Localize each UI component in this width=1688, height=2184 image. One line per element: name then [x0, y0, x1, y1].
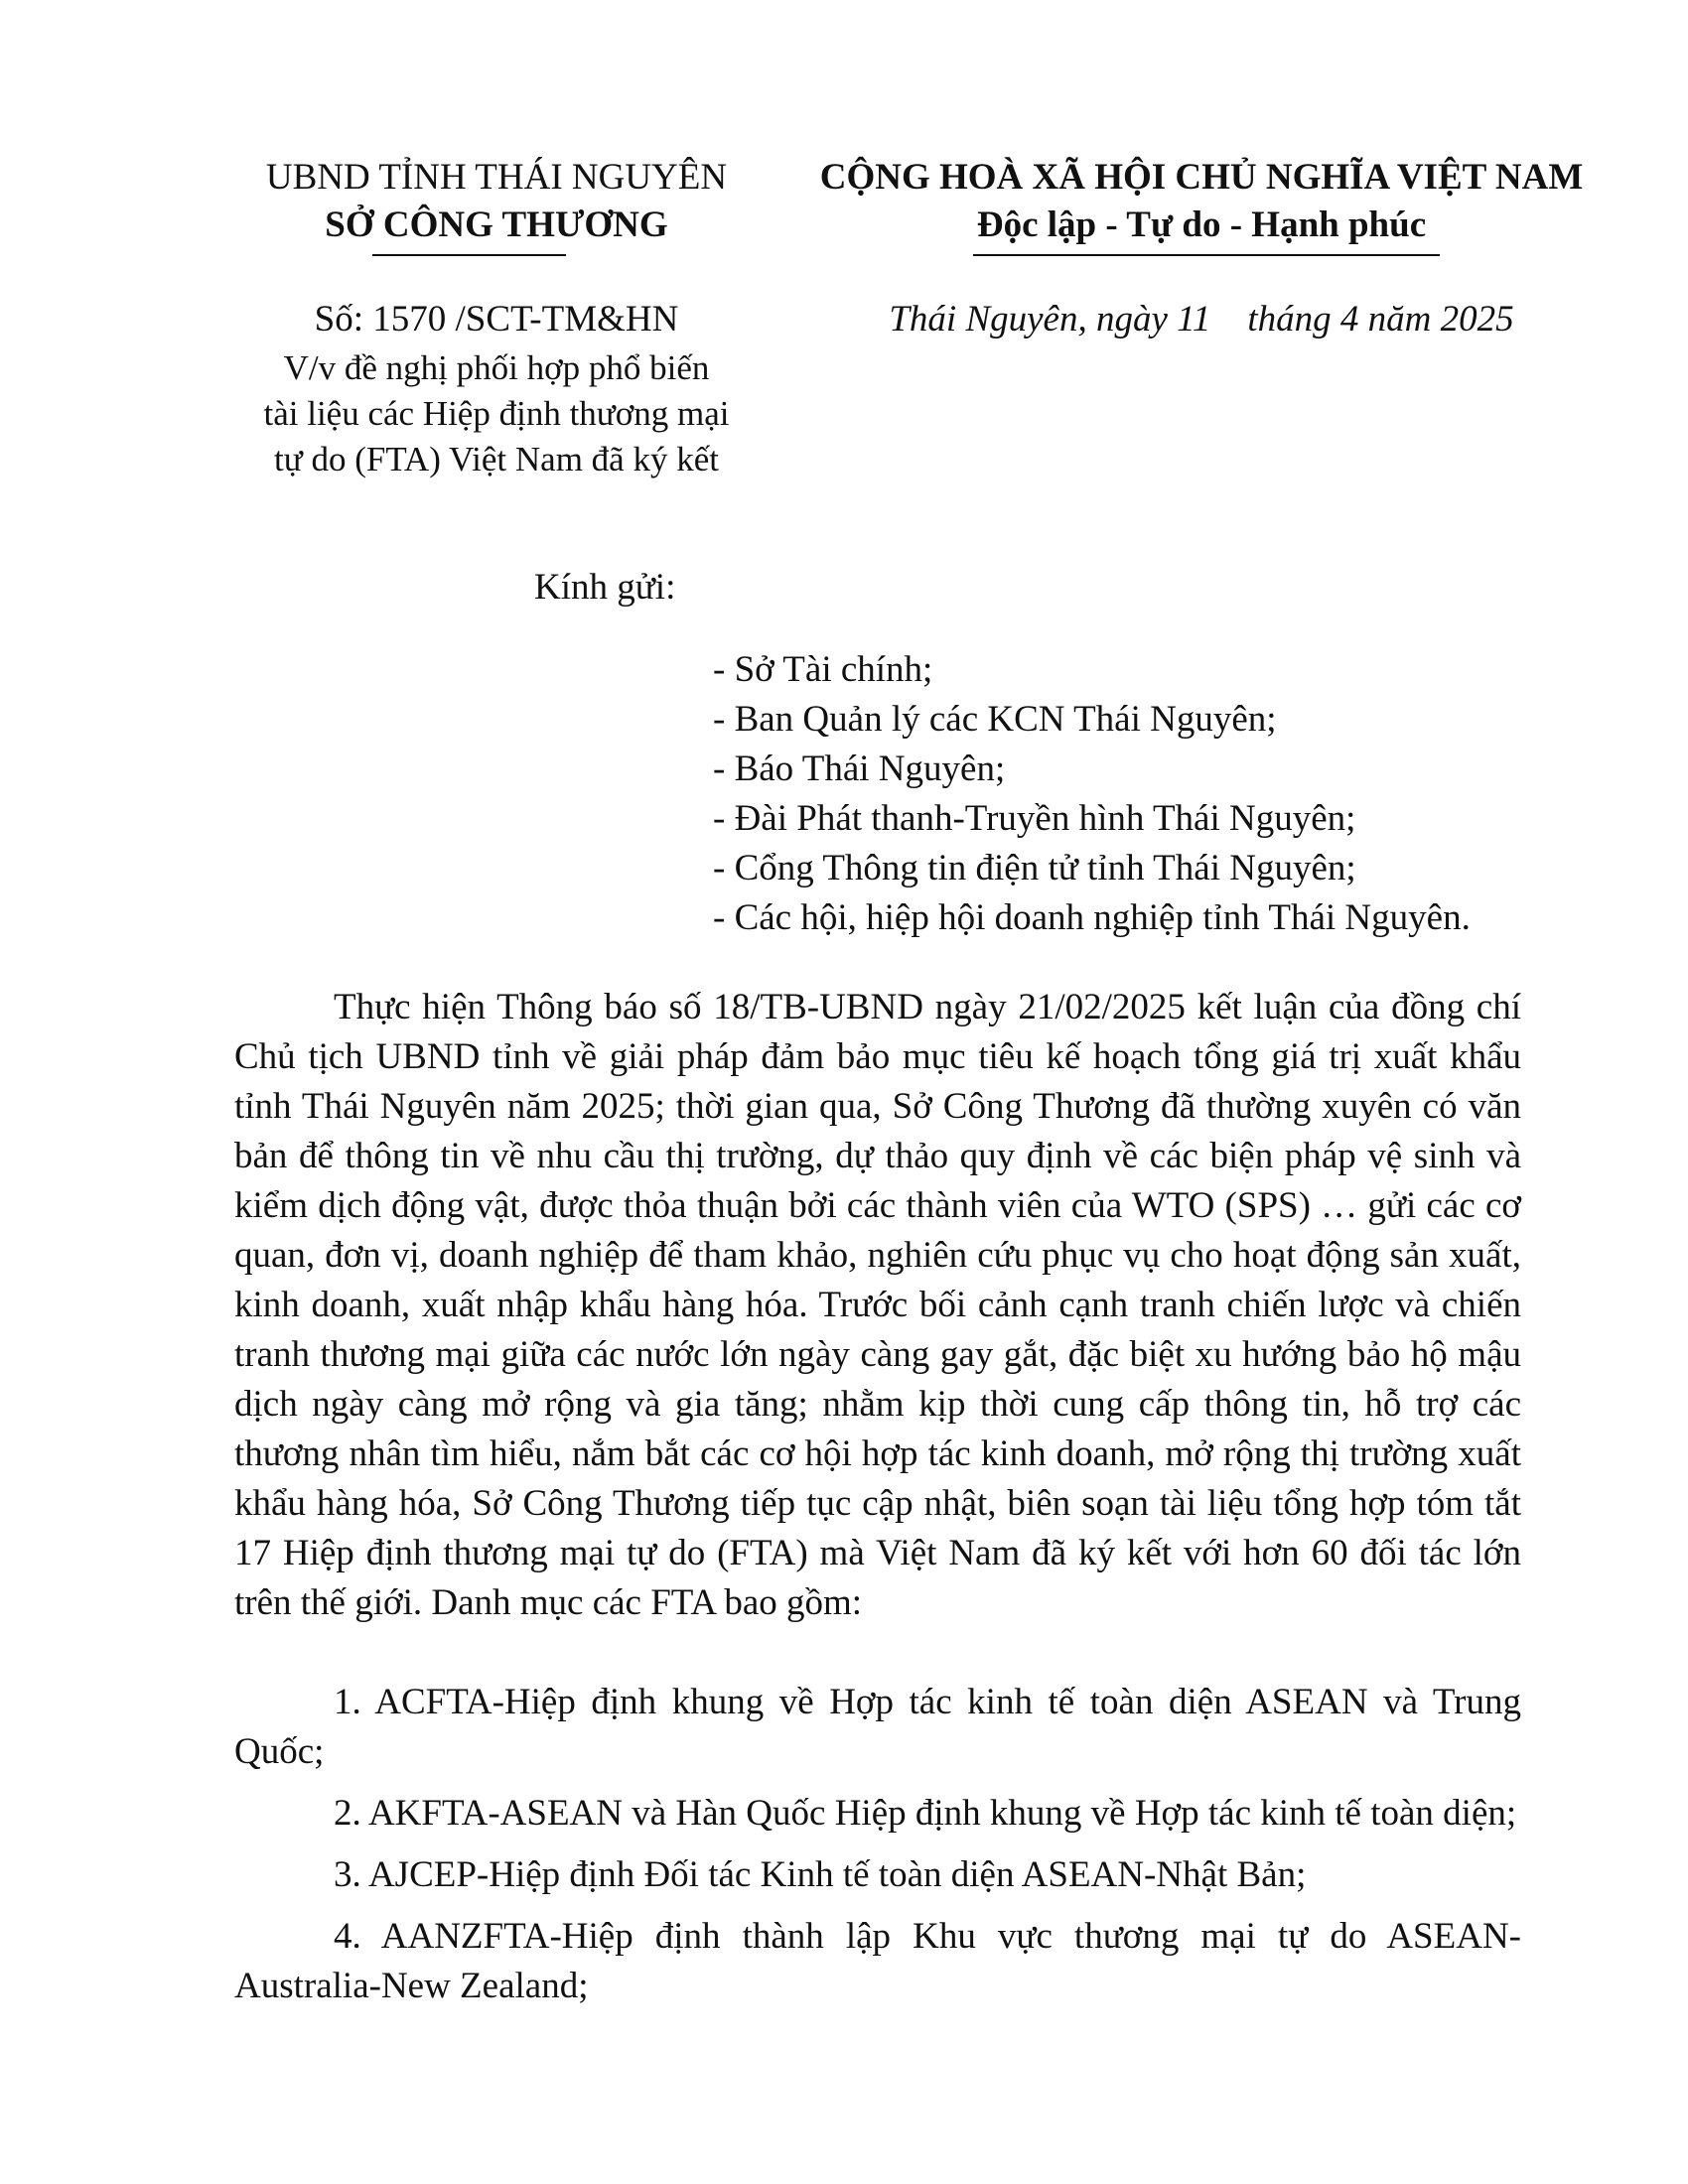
document-subject — [228, 345, 765, 482]
recipient-item: - Báo Thái Nguyên; — [713, 749, 1006, 789]
recipient-item: - Ban Quản lý các KCN Thái Nguyên; — [713, 699, 1277, 740]
fta-list-item: 3. AJCEP-Hiệp định Đối tác Kinh tế toàn diện ASEAN-Nhật Bản; — [334, 1854, 1307, 1895]
subject-line: tự do (FTA) Việt Nam đã ký kết — [274, 440, 719, 478]
recipient-item: - Sở Tài chính; — [713, 649, 933, 690]
fta-list-item: 4. AANZFTA-Hiệp định thành lập Khu vực thương mại tự do ASEAN-Australia-New Zealand; — [234, 1916, 1521, 2006]
body-paragraph: Thực hiện Thông báo số 18/TB-UBND ngày 21/02/2025 kết luận của đồng chí Chủ tịch UBND tỉnh về giải pháp đảm bảo mục tiêu kế hoạch tổng giá trị xuất khẩu tỉnh Thái Nguyên năm 2025; thời gian qua, Sở Công Thương đã thường xuyên có văn bản để thông tin về nhu cầu thị trường, dự thảo quy định về các biện pháp vệ sinh và kiểm dịch động vật, được thỏa thuận bởi các thành viên của WTO (SPS) … gửi các cơ quan, đơn vị, doanh nghiệp để tham khảo, nghiên cứu phục vụ cho hoạt động sản xuất, kinh doanh, xuất nhập khẩu hàng hóa. Trước bối cảnh cạnh tranh chiến lược và chiến tranh thương mại giữa các nước lớn ngày càng gay gắt, đặc biệt xu hướng bảo hộ mậu dịch ngày càng mở rộng và gia tăng; nhằm kịp thời cung cấp thông tin, hỗ trợ các thương nhân tìm hiểu, nắm bắt các cơ hội hợp tác kinh doanh, mở rộng thị trường xuất khẩu hàng hóa, Sở Công Thương tiếp tục cập nhật, biên soạn tài liệu tổng hợp tóm tắt 17 Hiệp định thương mại tự do (FTA) mà Việt Nam đã ký kết với hơn 60 đối tác lớn trên thế giới. Danh mục các FTA bao gồm: — [234, 987, 1521, 1623]
national-motto: Độc lập - Tự do - Hạnh phúc — [976, 205, 1427, 245]
issuing-authority-block — [228, 154, 765, 249]
salutation: Kính gửi: — [534, 567, 676, 608]
document-number: Số: 1570 /SCT-TM&HN — [314, 299, 679, 340]
department-underline — [372, 254, 566, 256]
subject-line: V/v đề nghị phối hợp phổ biến — [283, 348, 710, 387]
dateline-text: Thái Nguyên, ngày 11 tháng 4 năm 2025 — [889, 299, 1514, 340]
recipient-item: - Đài Phát thanh-Truyền hình Thái Nguyên; — [713, 798, 1356, 839]
recipient-item: - Các hội, hiệp hội doanh nghiệp tỉnh Thái Nguyên. — [713, 897, 1471, 938]
national-header-block — [794, 154, 1609, 249]
recipient-item: - Cổng Thông tin điện tử tỉnh Thái Nguyên; — [713, 848, 1356, 888]
fta-list-item: 1. ACFTA-Hiệp định khung về Hợp tác kinh tế toàn diện ASEAN và Trung Quốc; — [234, 1682, 1521, 1772]
fta-list — [234, 1678, 1521, 2023]
department-name: SỞ CÔNG THƯƠNG — [325, 205, 668, 245]
place-and-date — [794, 296, 1609, 343]
recipient-list — [713, 645, 1471, 943]
authority-name: UBND TỈNH THÁI NGUYÊN — [265, 157, 728, 198]
fta-list-item: 2. AKFTA-ASEAN và Hàn Quốc Hiệp định khung về Hợp tác kinh tế toàn diện; — [334, 1793, 1517, 1834]
nation-title: CỘNG HOÀ XÃ HỘI CHỦ NGHĨA VIỆT NAM — [819, 157, 1584, 198]
motto-underline — [973, 254, 1440, 256]
subject-line: tài liệu các Hiệp định thương mại — [263, 394, 730, 433]
